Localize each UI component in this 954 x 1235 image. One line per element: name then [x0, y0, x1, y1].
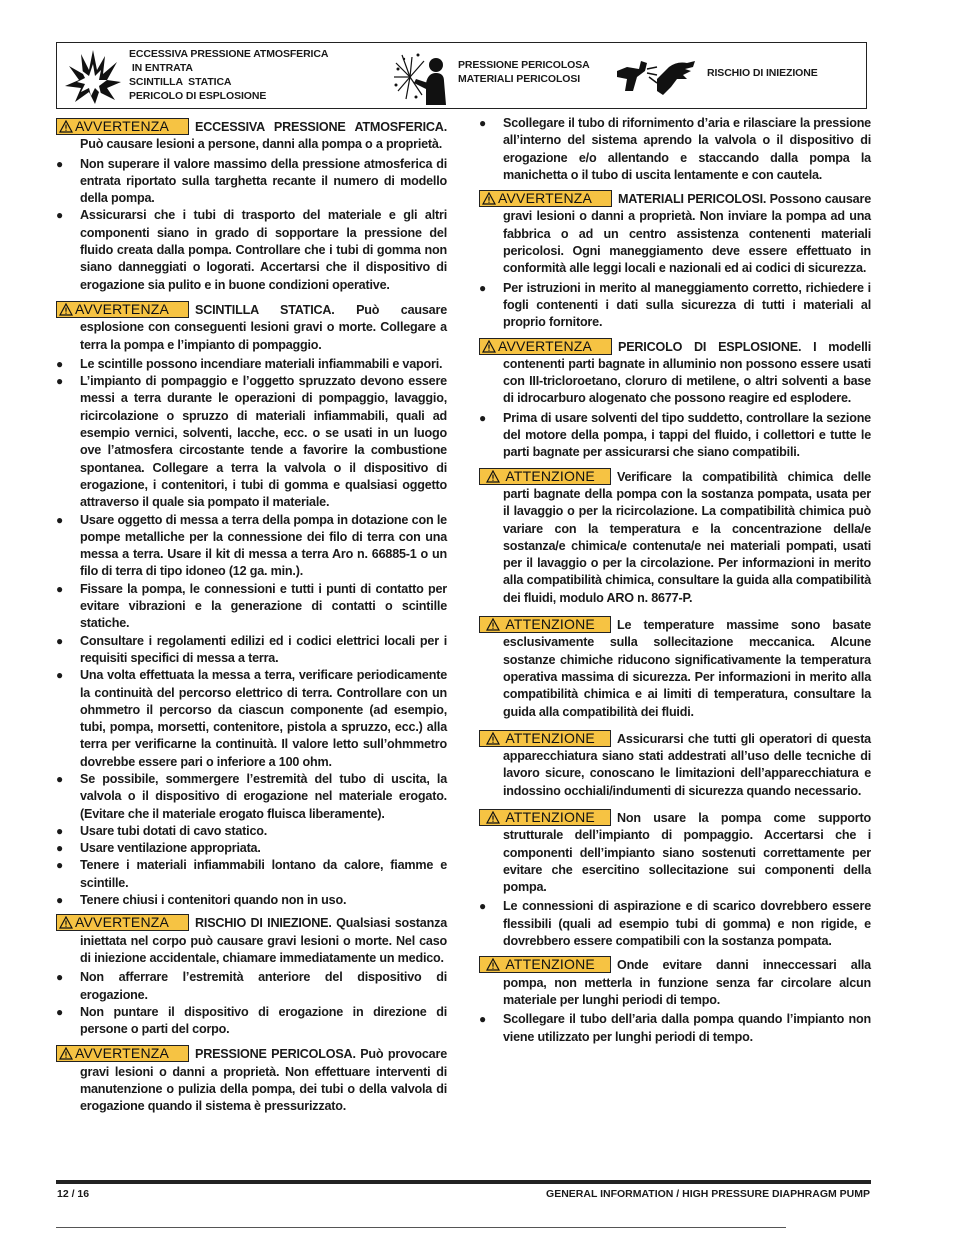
- warning-badge: [56, 1045, 189, 1062]
- list-item: ● Consultare i regolamenti edilizi ed i codici elettrici locali per i requisiti specifici di messa a terra.: [56, 633, 447, 665]
- header-zone1-line2: IN ENTRATA: [129, 62, 193, 74]
- warning-badge: [56, 118, 189, 135]
- caution-badge: [479, 730, 611, 747]
- header-zone2-line2: MATERIALI PERICOLOSI: [458, 73, 581, 85]
- warning-triangle-icon: [486, 470, 500, 483]
- warning-badge-label: AVVERTENZA: [498, 337, 593, 354]
- injection-hand-icon: [617, 57, 695, 97]
- warning-badge-label: AVVERTENZA: [75, 1045, 170, 1062]
- warning-triangle-icon: [482, 340, 496, 353]
- header-zone1-line1: ECCESSIVA PRESSIONE ATMOSFERICA: [129, 48, 329, 60]
- caution-badge-label: ATTENZIONE: [505, 956, 595, 973]
- caution-badge-label: ATTENZIONE: [505, 616, 595, 633]
- caution-badge: [479, 468, 611, 485]
- caution-max-temperature: [479, 616, 871, 721]
- caution-dry-running: [479, 956, 871, 1009]
- warning-triangle-icon: [59, 1047, 73, 1060]
- caution-badge-label: ATTENZIONE: [505, 808, 595, 825]
- list-item: ● L’impianto di pompaggio e l’oggetto spruzzato devono essere messi a terra durante le operazioni di pompaggio, lavaggio, ricircolazione o spruzzo di materiali infiammabili, quali ad esempio vernici, solventi, lacche, ecc. o se usati in un luogo ove l’atmosfera circostante tende a favorire la combustione spontanea. Collegare a terra la valvola o il dispositivo di erogazione, i contenitori, i tubi di gomma e qualsiasi oggetto attraverso il quale sia pompato il materiale.: [56, 374, 447, 510]
- warning-triangle-icon: [486, 811, 500, 824]
- caution-badge: [479, 809, 611, 826]
- list-item: ● Non puntare il dispositivo di erogazione in direzione di persone o parti del corpo.: [56, 1004, 447, 1037]
- bottom-rule: [56, 1227, 786, 1228]
- list-item: ● Fissare la pompa, le connessioni e tutti i punti di contatto per evitare vibrazioni e la generazione di contatti o scintille statiche.: [56, 581, 447, 631]
- warning-badge-label: AVVERTENZA: [75, 118, 170, 134]
- header-zone1-line4: PERICOLO DI ESPLOSIONE: [129, 90, 267, 102]
- list-item: ● Non afferrare l’estremità anteriore del dispositivo di erogazione.: [56, 970, 447, 1002]
- warning-badge: [56, 914, 189, 931]
- warning-explosion-hazard-text: PERICOLO DI ESPLOSIONE. I modelli contenenti parti bagnate in alluminio non possono essere usati con III-tricloroetano, cloruro di metilene, o altri solventi a base di idrocarburo alogenato che possono reagire ed esplodere.: [503, 339, 871, 406]
- header-zone3-line1: RISCHIO DI INIEZIONE: [707, 67, 818, 79]
- list-item: ● Se possibile, sommergere l’estremità del tubo di uscita, la valvola o il dispositivo di erogazione nel materiale erogato. (Evitare che il materiale erogato fluisca liberamente).: [56, 771, 447, 821]
- warning-excess-pressure: [56, 118, 447, 154]
- warning-injection-risk-text: RISCHIO DI INIEZIONE. Qualsiasi sostanza iniettata nel corpo può causare gravi lesioni o morte. Nel caso di iniezione accidentale, chiamare immediatamente un medico.: [80, 916, 447, 965]
- list-item: ● Usare tubi dotati di cavo statico.: [56, 823, 268, 838]
- caution-operator-training-text: Assicurarsi che tutti gli operatori di questa apparecchiatura siano stati addestrati all’uso delle tecniche di lavoro sicure, conoscano le limitazioni dell’apparecchiatura e indossino occhiali/indumenti di sicurezza quando necessario.: [503, 731, 871, 798]
- warning-excess-pressure-text: ECCESSIVA PRESSIONE ATMOSFERICA. Può causare lesioni a persone, danni alla pompa o a proprietà.: [80, 120, 447, 152]
- list-item: ● Le connessioni di aspirazione e di scarico dovrebbero essere flessibili (quali ad esempio tubi di gomma) e non rigide, e dovrebbero essere compatibili con la sostanza pompata.: [479, 899, 871, 949]
- list-item: ● Prima di usare solventi del tipo suddetto, controllare la sezione del motore della pompa, i tappi del fluido, i collettori e tutte le parti bagnate per assicurarsi che siano compatibili.: [479, 410, 871, 460]
- header-zone1-line3: SCINTILLA STATICA: [129, 76, 232, 88]
- caution-structural-support-text: Non usare la pompa come supporto strutturale dell’impianto di pompaggio. Accertarsi che i componenti dell’impianto siano sostenuti correttamente per evitare che esercitino sollecitazione sui componenti della pompa.: [503, 810, 871, 895]
- footer-title: GENERAL INFORMATION / HIGH PRESSURE DIAPHRAGM PUMP: [546, 1188, 870, 1200]
- warning-static-spark: [56, 301, 447, 354]
- warning-injection-risk: [56, 914, 447, 967]
- warning-hazardous-materials-text: MATERIALI PERICOLOSI. Possono causare gravi lesioni o danni a proprietà. Non inviare la pompa ad una fabbrica o ad un centro assistenza contenenti materiali pericolosi. Ogni maneggiamento deve essere effettuato in conformità alle leggi locali e nazionali ed ai codici di sicurezza.: [503, 192, 871, 276]
- list-item: ● Le scintille possono incendiare materiali infiammabili e vapori.: [56, 356, 443, 371]
- warning-triangle-icon: [59, 120, 73, 133]
- warning-explosion-hazard: [479, 338, 871, 408]
- caution-structural-support: [479, 809, 871, 896]
- warning-badge: [479, 190, 612, 207]
- list-item: ● Per istruzioni in merito al maneggiamento corretto, richiedere i fogli contenenti i dati sulla sicurezza di tutti i materiali al proprio fornitore.: [479, 280, 871, 330]
- warning-triangle-icon: [59, 303, 73, 316]
- warning-dangerous-pressure: [56, 1045, 447, 1115]
- warning-badge: [479, 338, 612, 355]
- hazardous-materials-icon: [392, 49, 450, 105]
- explosion-icon: [65, 50, 121, 104]
- hazard-header: [56, 42, 867, 109]
- caution-badge: [479, 956, 611, 973]
- list-item: ● Assicurarsi che i tubi di trasporto del materiale e gli altri componenti siano in grado di sopportare la pressione del fluido creata dalla pompa. Controllare che i tubi di gomma non siano danneggiati o logorati. Accertarsi che il dispositivo di erogazione sia pulito e in buone condizioni operative.: [56, 208, 447, 292]
- warning-badge-label: AVVERTENZA: [75, 300, 170, 317]
- left-column: [56, 115, 447, 1118]
- list-item: ● Scollegare il tubo di rifornimento d’aria e rilasciare la pressione all’interno del sistema aprendo la valvola o il dispositivo di erogazione e/o allentando e staccando dalla pompa la manichetta o il tubo di uscita lentamente e con cautela.: [479, 116, 871, 182]
- footer-rule: [56, 1180, 871, 1184]
- list-item: ● Scollegare il tubo dell’aria dalla pompa quando l’impianto non viene utilizzato per lunghi periodi di tempo.: [479, 1012, 871, 1044]
- warning-badge-label: AVVERTENZA: [75, 914, 170, 931]
- caution-max-temperature-text: Le temperature massime sono basate esclusivamente sulla sollecitazione meccanica. Alcune sostanze chimiche riducono significativamente la temperatura operativa massima di sicurezza. Per informazioni in merito alla compatibilità chimica e ai limiti di temperatura, consultare la guida alla compatibilità dei fluidi.: [503, 618, 871, 719]
- warning-static-spark-text: SCINTILLA STATICA. Può causare esplosione con conseguenti lesioni gravi o morte. Collegare a terra la pompa e l’impianto di pompaggio.: [80, 302, 447, 352]
- list-item: ● Usare oggetto di messa a terra della pompa in dotazione con le pompe metalliche per la connessione dei filo di terra con una messa a terra. Usare il kit di messa a terra Aro n. 66885-1 o un filo di terra di tipo idoneo (12 ga. min.).: [56, 512, 447, 579]
- caution-chemical-compatibility-text: Verificare la compatibilità chimica delle parti bagnate della pompa con la sostanza pompata, usata per il lavaggio o per la ricircolazione. La compatibilità chimica può variare con la temperatura e la concentrazione della/e sostanza/e chimica/e contenuta/e nei materiali pompati, usati per il lavaggio o per la circolazione. Per informazioni in merito alla compatibilità chimica, consultare la guida alla compatibilità dei fluidi, modulo ARO n. 8677-P.: [503, 469, 871, 605]
- caution-badge-label: ATTENZIONE: [505, 467, 595, 484]
- caution-chemical-compatibility: [479, 468, 871, 607]
- list-item: ● Tenere i materiali infiammabili lontano da calore, fiamme e scintille.: [56, 858, 447, 890]
- caution-operator-training: [479, 730, 871, 800]
- list-item: ● Una volta effettuata la messa a terra, verificare periodicamente la continuità del percorso elettrico di terra. Controllare con un ohmmetro il percorso da ciascun componente (ad esempio, tubi, pompa, morsetti, contenitore, pistola a spruzzo, ecc.) alla terra per verificarne la continuità. Il valore letto sull’ohmmetro dovrebbe essere pari o inferiore a 100 ohm.: [56, 668, 447, 769]
- caution-dry-running-text: Onde evitare danni inneccessari alla pompa, non metterla in funzione senza far circolare alcun materiale per lunghi periodi di tempo.: [503, 958, 871, 1007]
- list-item: ● Usare ventilazione appropriata.: [56, 841, 261, 856]
- caution-badge-label: ATTENZIONE: [505, 729, 595, 746]
- list-item: ● Non superare il valore massimo della pressione atmosferica di entrata riportato sulla targhetta recante il numero di modello della pompa.: [56, 156, 447, 206]
- warning-dangerous-pressure-text: PRESSIONE PERICOLOSA. Può provocare gravi lesioni o danni a proprietà. Non effettuare interventi di manutenzione o pulizia della pompa, dei tubi o della valvola di erogazione quando il sistema è pressurizzato.: [80, 1047, 447, 1114]
- warning-triangle-icon: [486, 958, 500, 971]
- page-number: 12 / 16: [57, 1188, 90, 1200]
- caution-badge: [479, 616, 611, 633]
- warning-hazardous-materials: [479, 190, 871, 277]
- list-item: ● Tenere chiusi i contenitori quando non in uso.: [56, 893, 347, 908]
- warning-triangle-icon: [482, 192, 496, 205]
- warning-triangle-icon: [486, 732, 500, 745]
- warning-badge: [56, 301, 189, 318]
- header-zone2-line1: PRESSIONE PERICOLOSA: [458, 59, 590, 71]
- right-column: [479, 115, 871, 1046]
- warning-triangle-icon: [486, 618, 500, 631]
- warning-triangle-icon: [59, 916, 73, 929]
- warning-badge-label: AVVERTENZA: [498, 190, 593, 207]
